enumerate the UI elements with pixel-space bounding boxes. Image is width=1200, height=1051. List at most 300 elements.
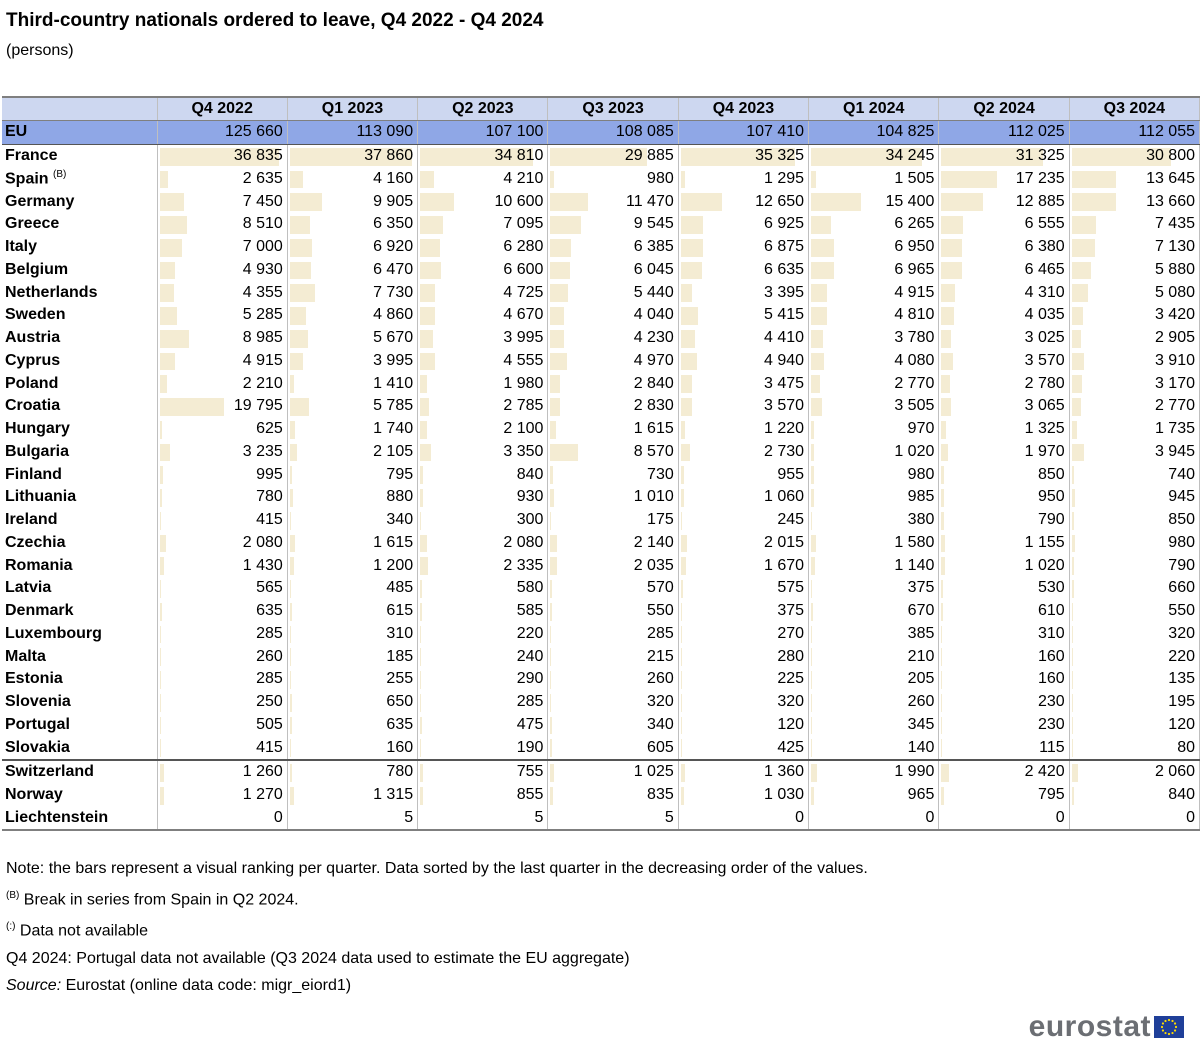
value-cell <box>1069 736 1199 760</box>
value-text: 340 <box>647 715 674 733</box>
value-cell <box>809 168 939 191</box>
value-bar <box>941 239 962 257</box>
value-cell <box>418 532 548 555</box>
value-text: 1 020 <box>1024 556 1065 574</box>
value-cell <box>809 350 939 373</box>
row-label-text: Belgium <box>5 260 69 278</box>
value-text: 880 <box>386 488 414 506</box>
value-bar <box>941 262 962 280</box>
value-text: 415 <box>256 738 283 756</box>
value-cell <box>809 304 939 327</box>
value-bar <box>681 239 703 257</box>
value-bar <box>550 262 570 280</box>
value-text: 5 880 <box>1154 260 1195 278</box>
value-text: 10 600 <box>494 192 544 210</box>
value-cell <box>418 784 548 807</box>
value-bar <box>550 466 552 484</box>
value-text: 4 725 <box>503 283 544 301</box>
value-cell <box>157 784 287 807</box>
flag-star <box>1162 1022 1164 1024</box>
value-bar <box>1072 284 1088 302</box>
value-bar <box>1072 603 1074 621</box>
value-cell <box>1069 784 1199 807</box>
row-label <box>2 463 157 486</box>
value-cell <box>418 623 548 646</box>
value-text: 1 410 <box>373 374 414 392</box>
row-label-text: Portugal <box>5 715 70 733</box>
value-bar <box>681 787 684 805</box>
value-text: 3 065 <box>1024 397 1065 415</box>
value-cell <box>287 213 417 236</box>
note-na-text: Data not available <box>15 922 148 940</box>
value-text: 755 <box>516 763 544 781</box>
value-bar <box>550 764 553 782</box>
value-text: 285 <box>256 670 283 688</box>
value-cell <box>418 121 548 145</box>
value-bar <box>811 307 827 325</box>
value-bar <box>420 444 431 462</box>
value-cell <box>418 304 548 327</box>
value-text: 2 100 <box>503 420 544 438</box>
value-cell <box>418 236 548 259</box>
value-bar <box>550 648 551 666</box>
value-bar <box>1072 626 1073 644</box>
value-text: 13 645 <box>1146 169 1195 187</box>
value-text: 4 410 <box>764 329 805 347</box>
value-text: 840 <box>1168 786 1195 804</box>
value-text: 635 <box>386 715 414 733</box>
value-text: 660 <box>1168 579 1195 597</box>
value-text: 4 080 <box>894 351 935 369</box>
row-label-text: Croatia <box>5 397 61 415</box>
value-cell <box>157 259 287 282</box>
value-bar <box>290 307 306 325</box>
value-cell <box>548 395 678 418</box>
value-text: 1 505 <box>894 169 935 187</box>
value-cell <box>157 807 287 831</box>
value-cell <box>418 463 548 486</box>
row-label-text: Czechia <box>5 533 66 551</box>
value-text: 34 810 <box>494 147 544 165</box>
value-bar <box>1072 307 1083 325</box>
value-cell <box>418 645 548 668</box>
value-cell <box>809 691 939 714</box>
flag-star <box>1164 1032 1166 1034</box>
value-text: 19 795 <box>233 397 283 415</box>
value-text: 5 785 <box>373 397 414 415</box>
value-text: 120 <box>1168 715 1195 733</box>
value-text: 2 015 <box>764 533 805 551</box>
row-label-text: Bulgaria <box>5 442 70 460</box>
value-cell <box>157 372 287 395</box>
value-bar <box>941 535 945 553</box>
value-cell <box>157 190 287 213</box>
value-cell <box>939 168 1069 191</box>
value-bar <box>681 626 682 644</box>
value-cell <box>1069 623 1199 646</box>
value-bar <box>681 262 702 280</box>
value-bar <box>160 648 161 666</box>
value-cell <box>939 144 1069 167</box>
value-bar <box>811 626 812 644</box>
value-bar <box>420 171 434 189</box>
value-cell <box>939 714 1069 737</box>
value-text: 190 <box>516 738 544 756</box>
value-cell <box>157 168 287 191</box>
value-cell <box>939 304 1069 327</box>
value-text: 980 <box>1168 533 1195 551</box>
value-bar <box>160 353 176 371</box>
value-cell <box>1069 190 1199 213</box>
value-cell <box>418 327 548 350</box>
value-cell <box>548 760 678 784</box>
value-text: 1 295 <box>764 169 805 187</box>
value-text: 34 245 <box>885 147 935 165</box>
value-bar <box>160 239 183 257</box>
value-bar <box>290 626 291 644</box>
value-text: 6 385 <box>633 238 674 256</box>
value-cell <box>157 645 287 668</box>
value-cell <box>1069 714 1199 737</box>
value-text: 107 100 <box>485 123 544 141</box>
value-text: 2 335 <box>503 556 544 574</box>
value-cell <box>287 395 417 418</box>
value-cell <box>939 532 1069 555</box>
value-cell <box>809 714 939 737</box>
value-cell <box>157 395 287 418</box>
value-text: 730 <box>647 465 674 483</box>
country-row <box>2 668 1200 691</box>
source-label: Source: <box>6 976 62 994</box>
value-text: 2 140 <box>633 533 674 551</box>
value-bar <box>290 330 308 348</box>
value-bar <box>941 330 951 348</box>
value-bar <box>420 535 427 553</box>
value-cell <box>418 760 548 784</box>
value-bar <box>811 557 815 575</box>
value-bar <box>811 398 822 416</box>
value-text: 205 <box>907 670 935 688</box>
value-bar <box>1072 466 1074 484</box>
value-text: 1 740 <box>373 420 414 438</box>
value-text: 565 <box>256 579 283 597</box>
value-text: 1 030 <box>764 786 805 804</box>
value-bar <box>1072 580 1074 598</box>
value-bar <box>160 764 164 782</box>
value-bar <box>290 580 292 598</box>
row-label <box>2 668 157 691</box>
value-bar <box>1072 512 1075 530</box>
value-cell <box>1069 236 1199 259</box>
value-text: 1 990 <box>894 763 935 781</box>
value-cell <box>809 395 939 418</box>
value-bar <box>811 375 820 393</box>
value-cell <box>548 668 678 691</box>
value-text: 260 <box>647 670 674 688</box>
value-cell <box>418 281 548 304</box>
value-text: 5 <box>664 808 674 826</box>
value-cell <box>678 486 808 509</box>
value-bar <box>420 375 426 393</box>
value-cell <box>1069 213 1199 236</box>
value-cell <box>939 350 1069 373</box>
value-cell <box>678 714 808 737</box>
value-text: 104 825 <box>876 123 935 141</box>
value-cell <box>418 395 548 418</box>
value-cell <box>157 236 287 259</box>
value-cell <box>157 623 287 646</box>
value-cell <box>1069 600 1199 623</box>
value-bar <box>420 193 454 211</box>
value-text: 6 555 <box>1024 215 1065 233</box>
country-row <box>2 168 1200 191</box>
value-bar <box>160 626 161 644</box>
value-cell <box>939 259 1069 282</box>
value-text: 4 670 <box>503 306 544 324</box>
value-cell <box>287 668 417 691</box>
column-header: Q2 2024 <box>939 97 1069 121</box>
row-label <box>2 691 157 714</box>
value-bar <box>681 764 685 782</box>
value-bar <box>290 466 293 484</box>
value-text: 3 170 <box>1154 374 1195 392</box>
value-text: 310 <box>386 624 414 642</box>
value-cell <box>939 645 1069 668</box>
value-bar <box>160 466 163 484</box>
country-row <box>2 623 1200 646</box>
value-bar <box>550 216 581 234</box>
country-row <box>2 554 1200 577</box>
value-cell <box>809 259 939 282</box>
country-row <box>2 350 1200 373</box>
value-cell <box>287 784 417 807</box>
value-cell <box>809 486 939 509</box>
row-label-text: Hungary <box>5 420 70 438</box>
value-cell <box>1069 372 1199 395</box>
value-bar <box>1072 694 1073 712</box>
value-cell <box>287 554 417 577</box>
value-text: 415 <box>256 511 283 529</box>
value-cell <box>678 600 808 623</box>
value-cell <box>809 736 939 760</box>
value-cell <box>1069 760 1199 784</box>
value-cell <box>157 691 287 714</box>
value-cell <box>809 668 939 691</box>
value-cell <box>157 600 287 623</box>
value-bar <box>941 421 945 439</box>
value-text: 3 570 <box>764 397 805 415</box>
value-cell <box>678 668 808 691</box>
value-text: 2 210 <box>242 374 283 392</box>
value-cell <box>809 532 939 555</box>
value-cell <box>287 144 417 167</box>
value-bar <box>290 787 294 805</box>
country-row <box>2 577 1200 600</box>
value-bar <box>1072 330 1081 348</box>
value-bar <box>160 580 162 598</box>
value-text: 140 <box>907 738 935 756</box>
value-text: 220 <box>1168 647 1195 665</box>
value-bar <box>290 193 322 211</box>
value-cell <box>1069 668 1199 691</box>
value-text: 965 <box>907 786 935 804</box>
value-bar <box>681 444 690 462</box>
value-cell <box>287 691 417 714</box>
row-label-text: Poland <box>5 374 59 392</box>
value-bar <box>420 307 435 325</box>
value-cell <box>809 144 939 167</box>
value-cell <box>939 807 1069 831</box>
value-cell <box>418 144 548 167</box>
value-text: 1 980 <box>503 374 544 392</box>
value-text: 425 <box>777 738 805 756</box>
country-row <box>2 259 1200 282</box>
value-cell <box>1069 350 1199 373</box>
value-cell <box>157 327 287 350</box>
value-bar <box>941 764 949 782</box>
value-cell <box>548 645 678 668</box>
flag-star <box>1175 1026 1177 1028</box>
value-bar <box>550 671 551 689</box>
value-bar <box>290 512 291 530</box>
value-bar <box>941 193 983 211</box>
value-bar <box>811 353 824 371</box>
value-text: 113 090 <box>356 123 414 141</box>
value-text: 108 085 <box>615 123 674 141</box>
value-cell <box>287 623 417 646</box>
value-bar <box>160 284 174 302</box>
value-text: 2 770 <box>1154 397 1195 415</box>
value-cell <box>418 486 548 509</box>
value-cell <box>287 350 417 373</box>
value-cell <box>548 486 678 509</box>
row-label <box>2 714 157 737</box>
value-text: 0 <box>795 808 805 826</box>
value-text: 7 730 <box>373 283 414 301</box>
value-text: 780 <box>256 488 283 506</box>
value-bar <box>550 193 587 211</box>
value-bar <box>550 330 564 348</box>
value-cell <box>418 441 548 464</box>
value-cell <box>678 236 808 259</box>
row-label <box>2 395 157 418</box>
value-text: 650 <box>386 693 414 711</box>
value-bar <box>420 398 429 416</box>
value-text: 4 940 <box>764 351 805 369</box>
row-label <box>2 736 157 760</box>
value-cell <box>157 554 287 577</box>
value-bar <box>1072 421 1078 439</box>
value-cell <box>1069 395 1199 418</box>
value-cell <box>939 395 1069 418</box>
value-text: 1 220 <box>764 420 805 438</box>
value-bar <box>811 603 813 621</box>
value-text: 7 095 <box>503 215 544 233</box>
flag-star <box>1174 1029 1176 1031</box>
value-cell <box>939 418 1069 441</box>
value-text: 9 545 <box>633 215 674 233</box>
value-bar <box>941 512 944 530</box>
value-bar <box>941 375 950 393</box>
value-bar <box>290 671 291 689</box>
value-bar <box>160 739 161 757</box>
value-text: 6 950 <box>894 238 935 256</box>
value-text: 930 <box>516 488 544 506</box>
row-label-text: Netherlands <box>5 283 98 301</box>
note-line-na <box>6 913 868 944</box>
value-text: 1 360 <box>764 763 805 781</box>
value-bar <box>420 239 440 257</box>
value-text: 1 140 <box>894 556 935 574</box>
value-text: 625 <box>256 420 283 438</box>
value-cell <box>157 486 287 509</box>
value-cell <box>548 600 678 623</box>
value-bar <box>420 512 421 530</box>
value-bar <box>290 421 296 439</box>
value-bar <box>941 580 943 598</box>
value-text: 3 570 <box>1024 351 1065 369</box>
value-bar <box>160 330 189 348</box>
note-line-portugal: Q4 2024: Portugal data not available (Q3 2024 data used to estimate the EU aggregate) <box>6 949 630 967</box>
value-bar <box>290 375 295 393</box>
value-text: 1 315 <box>373 786 414 804</box>
row-label-text: Slovenia <box>5 693 71 711</box>
value-text: 17 235 <box>1015 169 1065 187</box>
value-bar <box>681 330 695 348</box>
value-bar <box>811 216 831 234</box>
country-row <box>2 691 1200 714</box>
value-text: 3 505 <box>894 397 935 415</box>
value-cell <box>548 213 678 236</box>
value-cell <box>1069 144 1199 167</box>
row-label <box>2 168 157 191</box>
value-cell <box>678 144 808 167</box>
value-cell <box>548 623 678 646</box>
value-text: 320 <box>647 693 674 711</box>
value-bar <box>550 603 552 621</box>
value-text: 2 080 <box>503 533 544 551</box>
value-text: 285 <box>256 624 283 642</box>
value-cell <box>809 554 939 577</box>
value-bar <box>420 284 435 302</box>
value-text: 6 965 <box>894 260 935 278</box>
value-text: 3 780 <box>894 329 935 347</box>
value-cell <box>809 213 939 236</box>
value-bar <box>1072 375 1082 393</box>
note-break-sup: (B) <box>6 890 20 901</box>
value-cell <box>418 600 548 623</box>
value-bar <box>681 580 683 598</box>
value-cell <box>287 807 417 831</box>
value-text: 225 <box>777 670 805 688</box>
value-cell <box>809 784 939 807</box>
value-bar <box>681 489 684 507</box>
value-cell <box>809 190 939 213</box>
value-text: 6 600 <box>503 260 544 278</box>
value-text: 1 260 <box>242 763 283 781</box>
value-bar <box>420 787 423 805</box>
value-cell <box>1069 441 1199 464</box>
row-label-text: Liechtenstein <box>5 808 109 826</box>
row-label-text: Switzerland <box>5 763 94 781</box>
country-row <box>2 418 1200 441</box>
value-text: 255 <box>386 670 414 688</box>
value-text: 4 860 <box>373 306 414 324</box>
value-cell <box>1069 327 1199 350</box>
row-label-text: EU <box>5 123 28 141</box>
value-text: 5 670 <box>373 329 414 347</box>
value-text: 13 660 <box>1146 192 1195 210</box>
